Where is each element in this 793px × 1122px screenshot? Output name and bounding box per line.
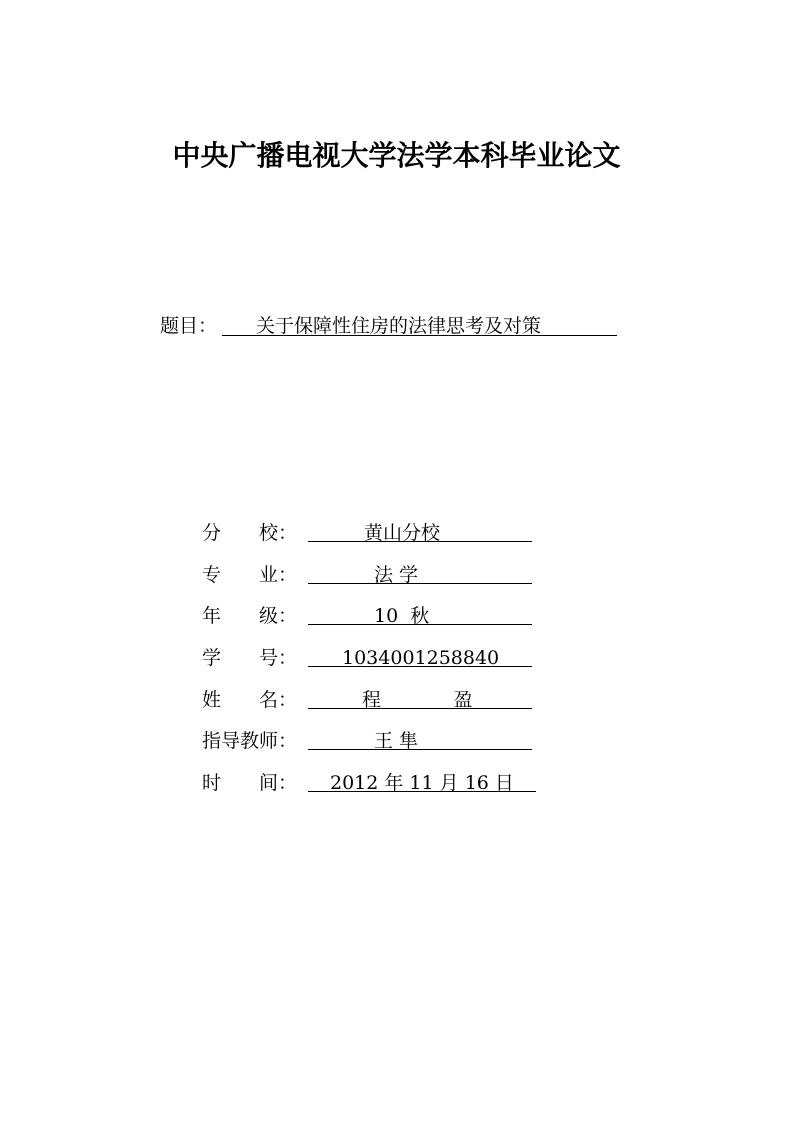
field-value: 1034001258840 bbox=[308, 645, 532, 667]
topic-label: 题目： bbox=[160, 315, 218, 337]
field-value: 黄山分校 bbox=[308, 520, 532, 542]
field-advisor bbox=[202, 728, 542, 754]
field-name bbox=[202, 687, 542, 713]
field-grade bbox=[202, 603, 542, 629]
field-value: 法 学 bbox=[308, 562, 532, 584]
field-branch-school bbox=[202, 520, 542, 546]
field-label: 分 校： bbox=[202, 522, 298, 544]
field-label: 指导教师： bbox=[202, 730, 298, 752]
field-label: 学 号： bbox=[202, 647, 298, 669]
field-major bbox=[202, 562, 542, 588]
field-label: 年 级： bbox=[202, 605, 298, 627]
thesis-title: 中央广播电视大学法学本科毕业论文 bbox=[172, 139, 621, 172]
topic-row bbox=[160, 313, 542, 339]
field-student-id bbox=[202, 645, 542, 671]
field-label: 时 间： bbox=[202, 772, 298, 794]
field-label: 专 业： bbox=[202, 564, 298, 586]
field-value: 程 盈 bbox=[308, 687, 532, 709]
field-label: 姓 名： bbox=[202, 689, 298, 711]
field-value: 2012 年 11 月 16 日 bbox=[308, 770, 536, 792]
field-value: 10 秋 bbox=[308, 603, 532, 625]
field-value: 王 隼 bbox=[308, 728, 532, 750]
field-date bbox=[202, 770, 542, 796]
topic-value: 关于保障性住房的法律思考及对策 bbox=[222, 313, 617, 336]
